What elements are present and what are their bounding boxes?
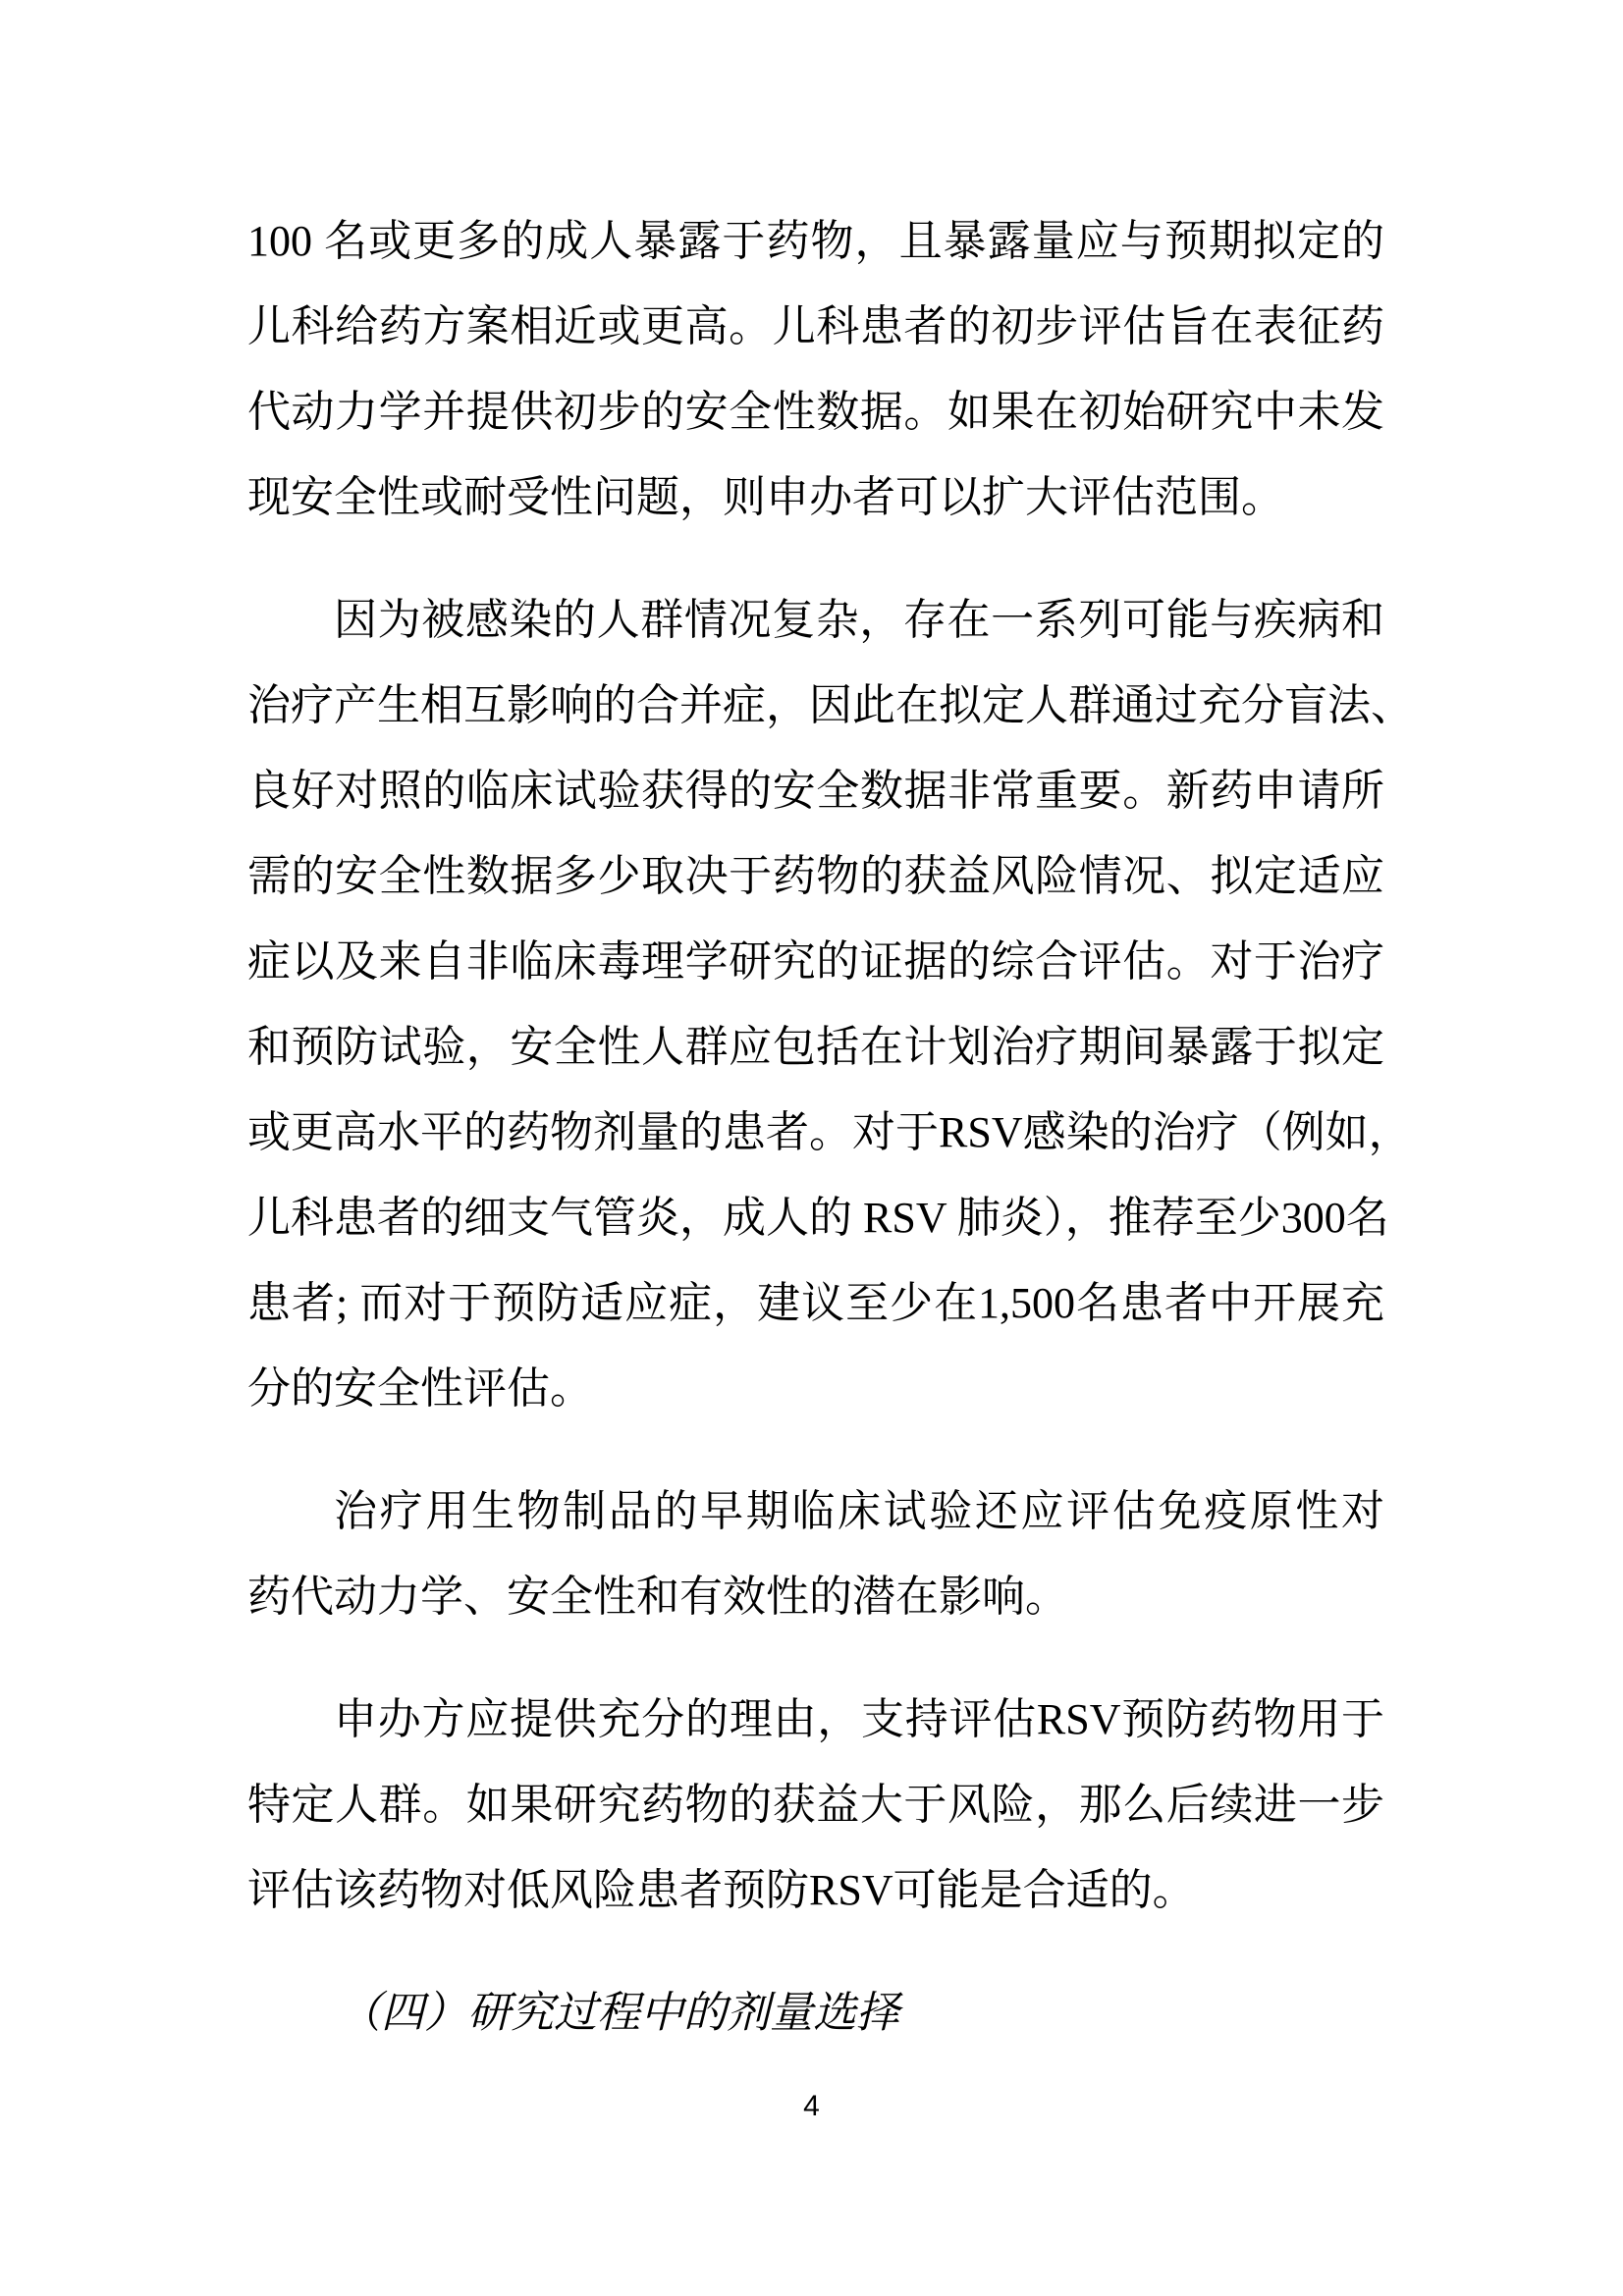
text-line: 儿科给药方案相近或更高。儿科患者的初步评估旨在表征药 <box>247 302 1384 350</box>
text-line: 或更高水平的药物剂量的患者。对于RSV感染的治疗（例如， <box>247 1108 1412 1156</box>
text-line: 需的安全性数据多少取决于药物的获益风险情况、拟定适应 <box>247 852 1384 900</box>
text-line: 100 名或更多的成人暴露于药物，且暴露量应与预期拟定的 <box>247 217 1384 265</box>
page-number: 4 <box>803 2090 820 2122</box>
text-line: 症以及来自非临床毒理学研究的证据的综合评估。对于治疗 <box>247 937 1384 986</box>
paragraph-safety-data <box>247 577 1414 1431</box>
text-line: 申办方应提供充分的理由，支持评估RSV预防药物用于 <box>334 1695 1384 1743</box>
text-line: 分的安全性评估。 <box>247 1364 593 1413</box>
text-line: 药代动力学、安全性和有效性的潜在影响。 <box>247 1573 1068 1621</box>
paragraph-sponsor-justification <box>247 1677 1384 1933</box>
text-line: 评估该药物对低风险患者预防RSV可能是合适的。 <box>247 1866 1196 1914</box>
text-line: 儿科患者的细支气管炎，成人的 RSV 肺炎），推荐至少300名 <box>247 1194 1389 1242</box>
paragraph-immunogenicity <box>247 1468 1384 1639</box>
document-body <box>247 198 1414 2056</box>
text-line: 现安全性或耐受性问题，则申办者可以扩大评估范围。 <box>247 473 1284 521</box>
text-line: 患者; 而对于预防适应症，建议至少在1,500名患者中开展充 <box>247 1279 1384 1327</box>
text-line: 和预防试验，安全性人群应包括在计划治疗期间暴露于拟定 <box>247 1023 1384 1071</box>
text-line: 特定人群。如果研究药物的获益大于风险，那么后续进一步 <box>247 1781 1384 1829</box>
text-line: 治疗用生物制品的早期临床试验还应评估免疫原性对 <box>334 1487 1384 1535</box>
text-line: 治疗产生相互影响的合并症，因此在拟定人群通过充分盲法、 <box>247 681 1414 729</box>
section-heading: （四）研究过程中的剂量选择 <box>338 1989 899 2037</box>
paragraph-continuation <box>247 198 1384 540</box>
text-line: 良好对照的临床试验获得的安全数据非常重要。新药申请所 <box>247 767 1384 815</box>
text-line: 因为被感染的人群情况复杂，存在一系列可能与疾病和 <box>334 596 1384 644</box>
text-line: 代动力学并提供初步的安全性数据。如果在初始研究中未发 <box>247 388 1384 436</box>
